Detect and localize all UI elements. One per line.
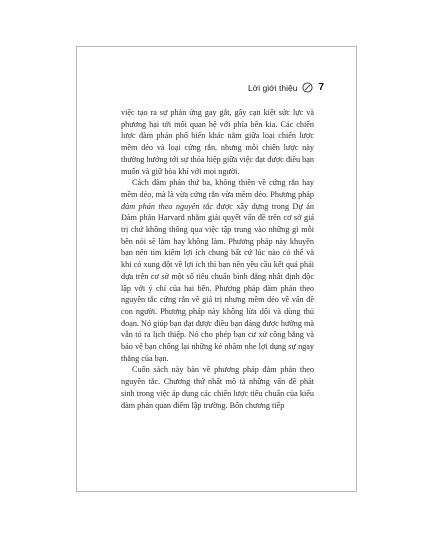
chapter-title: Lời giới thiệu <box>248 82 298 93</box>
page-number: 7 <box>318 82 324 93</box>
emphasized-term: đàm phán theo nguyên tắc <box>121 201 213 211</box>
paragraph-3: Cuốn sách này bàn về phương pháp đàm phán theo nguyên tắc. Chương thứ nhất mô tả những vấn đề phát sinh trong việc áp dụng các chiến lược tiêu chuẩn của kiểu đàm phán quan điểm lập trường. Bốn chương tiếp <box>121 365 314 410</box>
paragraph-1: việc tạo ra sự phản ứng gay gắt, gây cạn kiệt sức lực và phương hại tới mối quan hệ với phía bên kia. Các chiến lược đàm phán phổ biến khác nằm giữa loại chiến lược mềm dẻo và loại cứng rắn, nhưng mỗi chiến lược này thường hướng tới sự thỏa hiệp giữa việc đạt được điều bạn muốn và giữ hòa khí với mọi người. <box>121 108 314 176</box>
paragraph-2-part-2: được xây dựng trong Dự án Đàm phán Harvard nhằm giải quyết vấn đề trên cơ sở giá trị chứ không thông qua việc tập trung vào những gì mỗi bên nói sẽ làm hay không làm. Phương pháp này khuyên bạn nên tìm kiếm lợi ích chung bất cứ lúc nào có thể và khi có xung đột về lợi ích thì bạn nên yêu cầu kết quả phải dựa trên cơ sở một số tiêu chuẩn bình đẳng nhất định độc lập với ý chí của hai bên. Phương pháp đàm phán theo nguyên tắc cứng rắn về giá trị nhưng mềm dẻo về vấn đề con người. Phương pháp này không lừa dối và dùng thủ đoạn. Nó giúp bạn đạt được điều bạn đáng được hưởng mà vẫn tỏ ra lịch thiệp. Nó cho phép bạn cư xử công bằng và bảo vệ bạn chống lại những kẻ nhăm nhe lợi dụng sự ngay thẳng của bạn. <box>121 201 314 363</box>
body-text <box>121 107 314 411</box>
book-page <box>76 46 357 492</box>
circle-slash-icon <box>302 82 313 93</box>
paragraph-2 <box>121 177 314 364</box>
running-header <box>248 82 324 93</box>
paragraph-2-part-1: Cách đàm phán thứ ba, không thiên về cứng rắn hay mềm dẻo, mà là vừa cứng rắn vừa mềm dẻo. Phương pháp <box>121 178 314 199</box>
